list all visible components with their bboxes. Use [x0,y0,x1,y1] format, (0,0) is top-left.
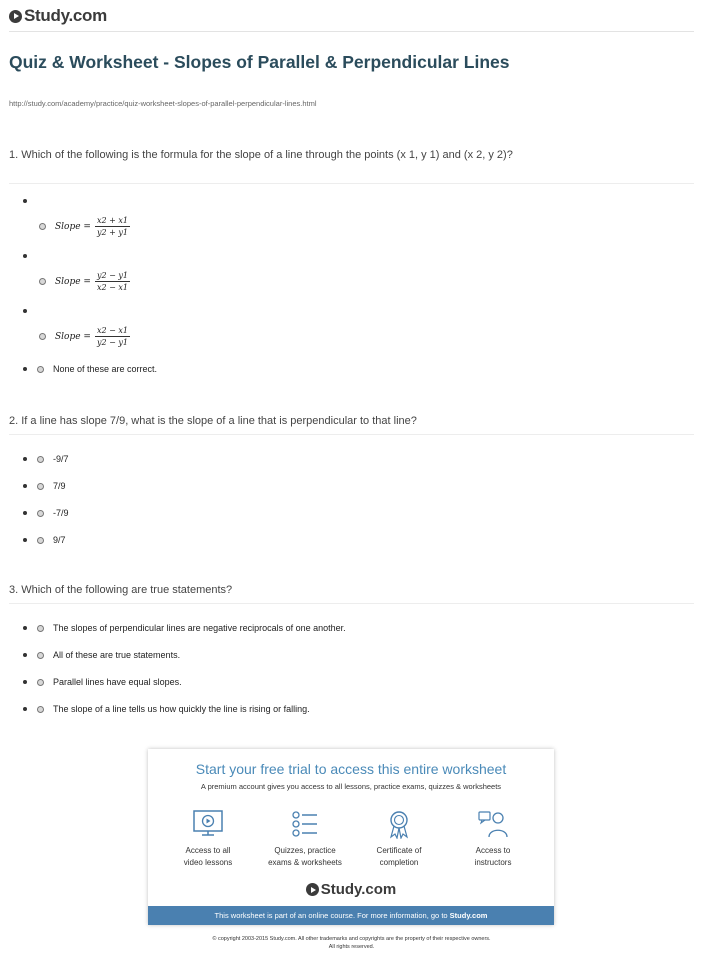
q1-option-1[interactable] [39,216,130,237]
denominator: y2 − y1 [96,338,128,347]
option-label: The slopes of perpendicular lines are negative reciprocals of one another. [53,623,346,633]
study-logo[interactable] [9,6,107,26]
header-divider [9,31,694,32]
option-label: 9/7 [53,535,66,545]
bullet-icon [23,653,27,657]
page-title: Quiz & Worksheet - Slopes of Parallel & Perpendicular Lines [9,52,510,72]
radio-button[interactable] [37,625,44,632]
option-label: Parallel lines have equal slopes. [53,677,182,687]
quiz-list-icon [289,809,321,839]
feature-line-1: Access to all [185,846,231,855]
banner-link[interactable]: Study.com [449,911,488,920]
play-logo-icon [9,10,22,23]
question-2-text: 2. If a line has slope 7/9, what is the slope of a line that is perpendicular to that line? [9,415,417,427]
promo-study-logo[interactable] [148,881,554,898]
q1-option-4[interactable] [23,363,157,375]
option-label: 7/9 [53,481,66,491]
q2-option-2[interactable] [23,480,66,492]
feature-line-1: Access to [475,846,511,855]
fraction [95,326,130,347]
free-trial-promo [148,749,554,925]
numerator: x2 − x1 [96,326,128,335]
question-1-text: 1. Which of the following is the formula for the slope of a line through the points (x 1, y 1) and (x 2, y 2)? [9,149,513,161]
option-label: None of these are correct. [53,364,158,374]
radio-button[interactable] [37,679,44,686]
question-2-divider [9,434,694,435]
bullet-icon [23,538,27,542]
formula-lhs: Slope = [55,221,91,232]
feature-instructors [448,809,538,869]
q3-option-2[interactable] [23,649,180,661]
fraction [95,271,130,292]
feature-line-1: Quizzes, practice [274,846,336,855]
feature-line-2: exams & worksheets [268,858,342,867]
bullet-icon [23,367,27,371]
option-label: The slope of a line tells us how quickly the line is rising or falling. [53,704,310,714]
footer-copyright [0,935,703,951]
formula-lhs: Slope = [55,331,91,342]
denominator: y2 + y1 [96,228,128,237]
radio-button[interactable] [37,456,44,463]
radio-button[interactable] [37,706,44,713]
feature-quizzes [260,809,350,869]
bullet-icon [23,707,27,711]
feature-video-lessons [163,809,253,869]
promo-logo-text: Study.com [320,881,397,898]
rights-text: All rights reserved. [328,944,375,950]
logo-text: Study.com [24,6,107,25]
radio-button[interactable] [37,366,44,373]
bullet-icon [23,484,27,488]
q1-option-3[interactable] [39,326,130,347]
question-3-divider [9,603,694,604]
radio-button[interactable] [37,652,44,659]
source-url[interactable]: http://study.com/academy/practice/quiz-worksheet-slopes-of-parallel-perpendicular-lines.html [9,99,317,108]
bullet-icon [23,309,27,313]
q2-option-3[interactable] [23,507,69,519]
q1-option-2[interactable] [39,271,130,292]
option-label: All of these are true statements. [53,650,181,660]
video-lesson-icon [192,809,224,839]
copyright-text: © copyright 2003-2015 Study.com. All other trademarks and copyrights are the property of their respective owners. [212,936,491,942]
q3-option-1[interactable] [23,622,346,634]
bullet-icon [23,511,27,515]
feature-line-2: video lessons [183,858,233,867]
q3-option-3[interactable] [23,676,182,688]
certificate-icon [383,809,415,839]
numerator: x2 + x1 [96,216,128,225]
q2-option-1[interactable] [23,453,69,465]
radio-button[interactable] [37,483,44,490]
option-label: -7/9 [53,508,69,518]
radio-button[interactable] [37,537,44,544]
radio-button[interactable] [39,278,46,285]
radio-button[interactable] [37,510,44,517]
bullet-icon [23,254,27,258]
course-info-banner [148,906,554,925]
bullet-icon [23,680,27,684]
radio-button[interactable] [39,223,46,230]
promo-subtext: A premium account gives you access to all lessons, practice exams, quizzes & worksheets [200,782,502,791]
bullet-icon [23,626,27,630]
feature-certificate [354,809,444,869]
question-3-text: 3. Which of the following are true statements? [9,584,233,596]
denominator: x2 − x1 [96,283,128,292]
play-logo-icon [306,883,319,896]
formula-lhs: Slope = [55,276,91,287]
bullet-icon [23,457,27,461]
instructor-icon [477,809,509,839]
feature-line-2: instructors [474,858,512,867]
fraction [95,216,130,237]
option-label: -9/7 [53,454,69,464]
q2-option-4[interactable] [23,534,66,546]
numerator: y2 − y1 [96,271,128,280]
bullet-icon [23,199,27,203]
banner-text: This worksheet is part of an online course. For more information, go to [214,911,450,920]
promo-headline[interactable]: Start your free trial to access this entire worksheet [195,761,507,777]
feature-line-1: Certificate of [376,846,422,855]
radio-button[interactable] [39,333,46,340]
feature-line-2: completion [379,858,419,867]
question-1-divider [9,183,694,184]
q3-option-4[interactable] [23,703,310,715]
